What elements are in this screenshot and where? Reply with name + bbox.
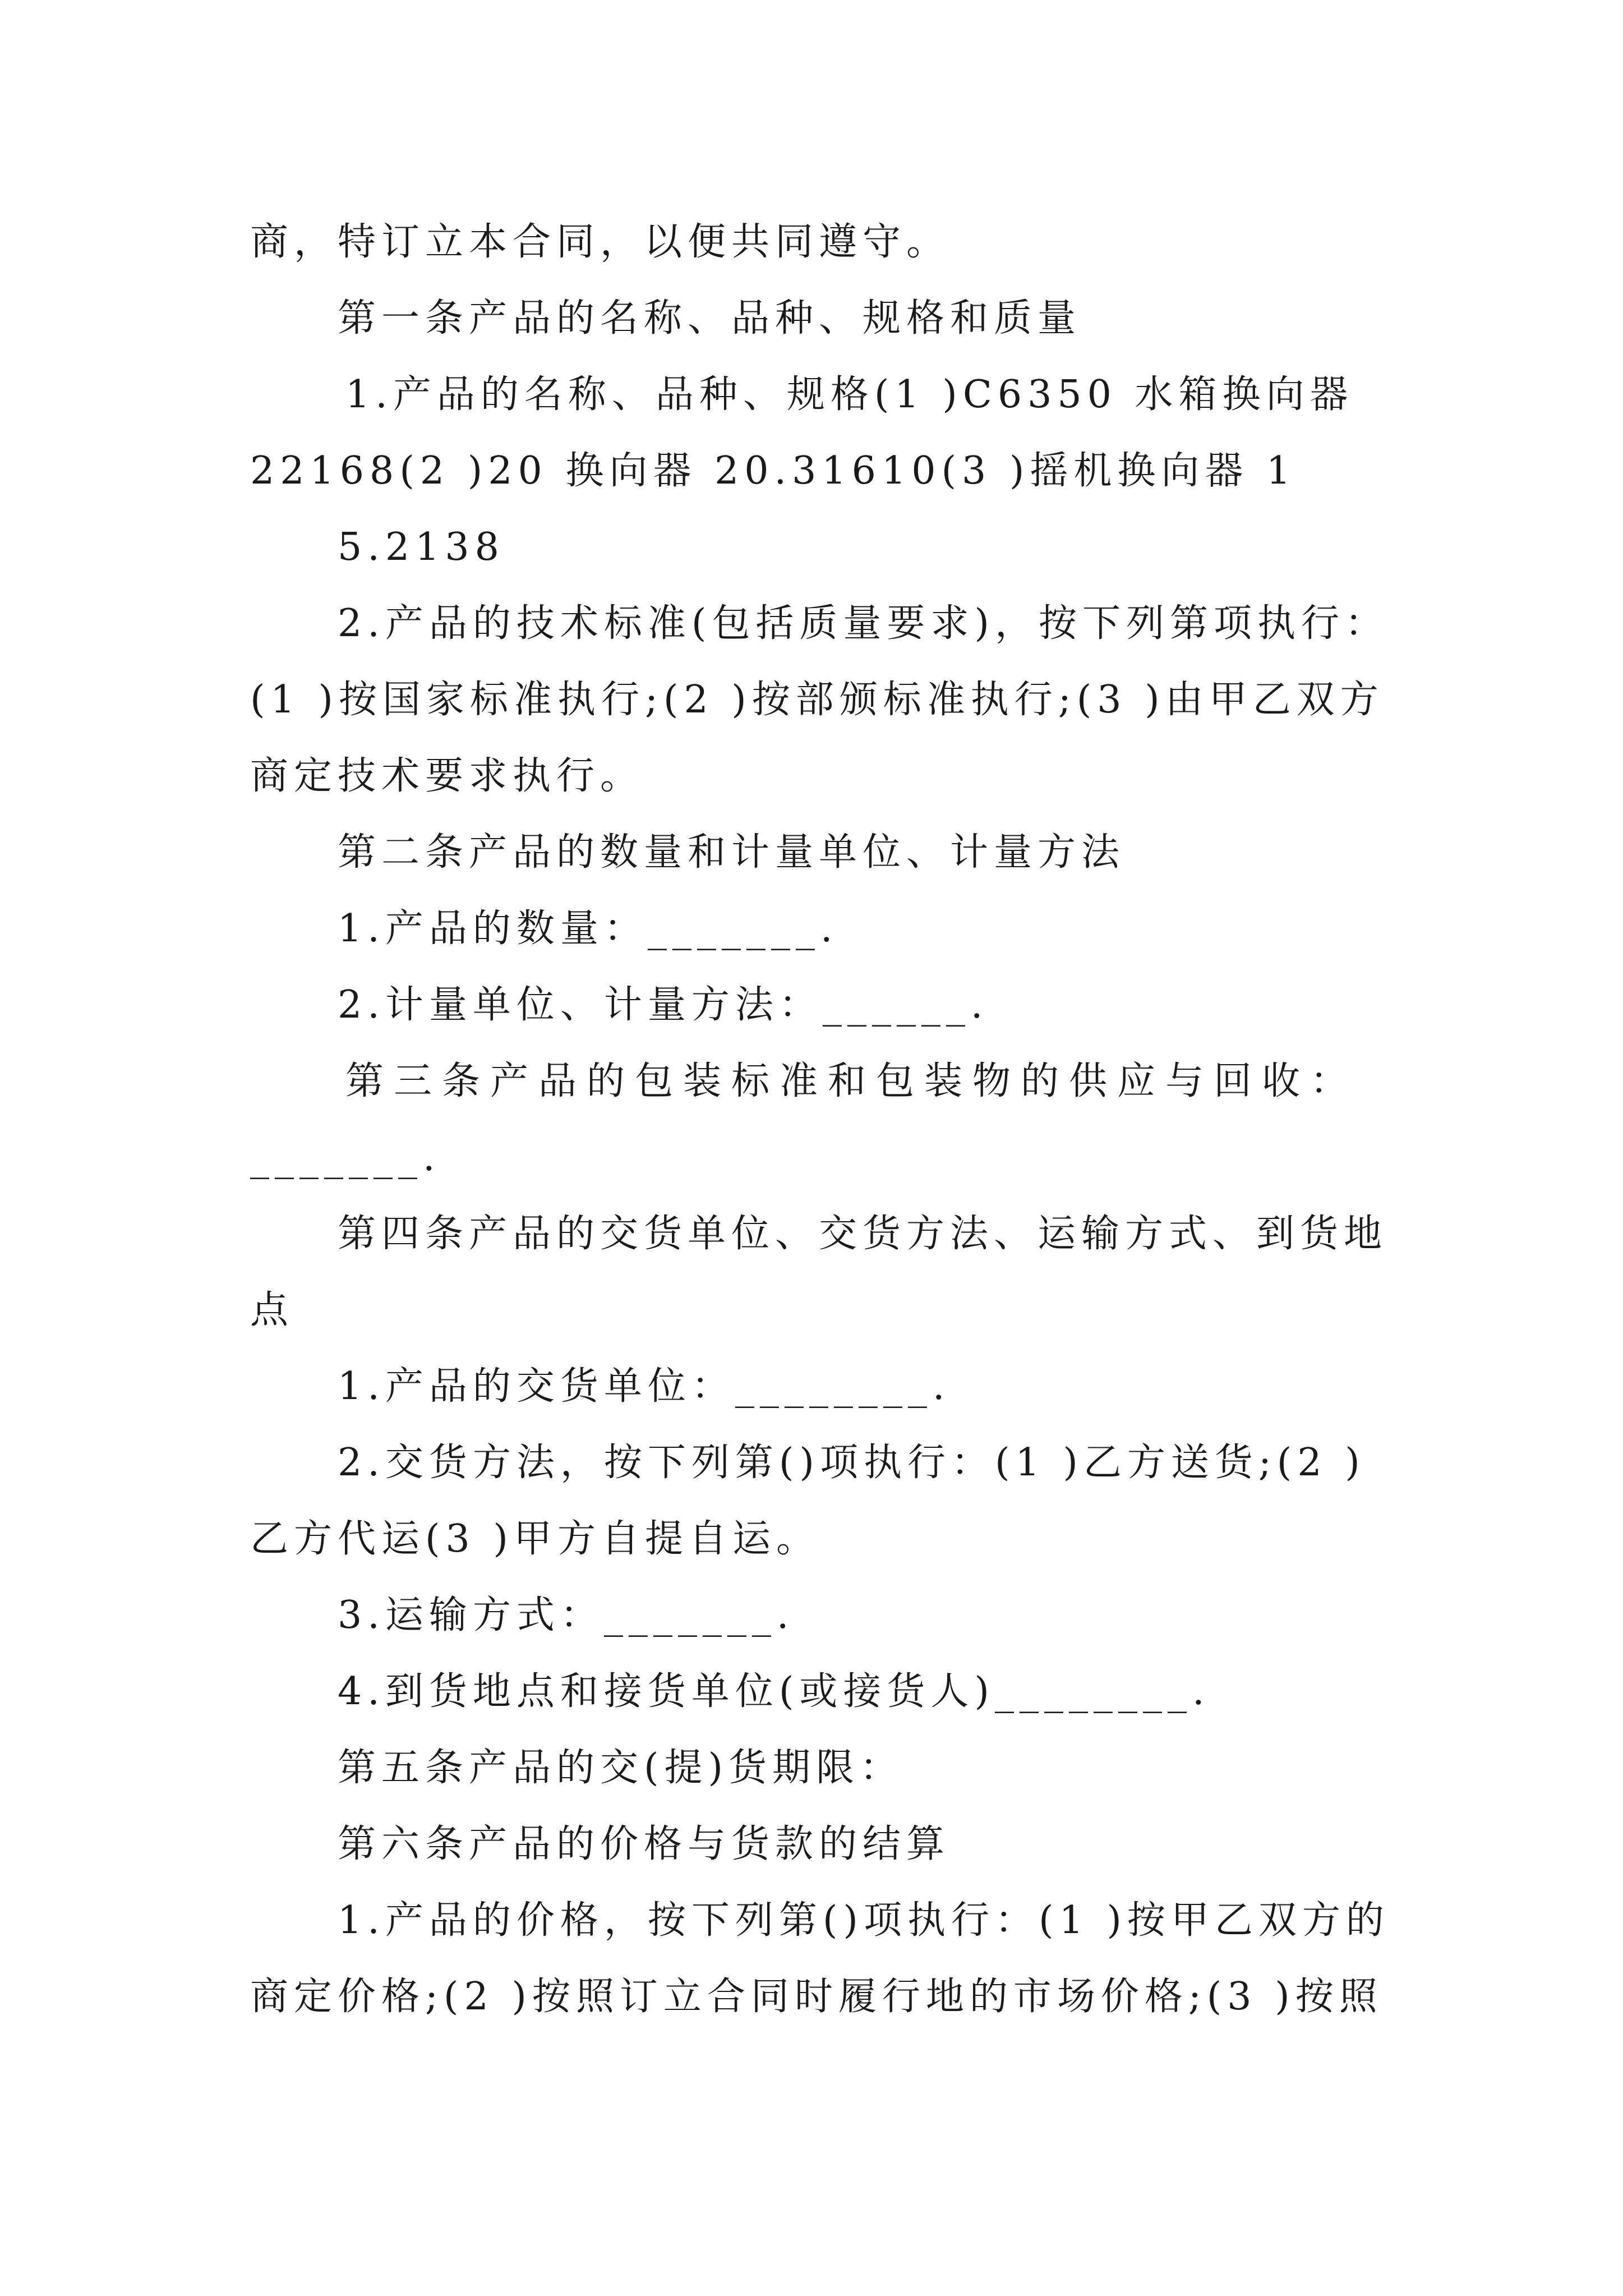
text-line-1: 商，特订立本合同，以便共同遵守。 (250, 220, 951, 264)
article-1-heading: 第一条产品的名称、品种、规格和质量 (338, 296, 1082, 341)
article-4-heading: 第四条产品的交货单位、交货方法、运输方式、到货地 (338, 1212, 1388, 1256)
article-5-heading: 第五条产品的交(提)货期限： (338, 1746, 904, 1790)
text-line-3: 1.产品的名称、品种、规格(1 )C6350 水箱换向器 (345, 372, 1354, 417)
article-2-heading: 第二条产品的数量和计量单位、计量方法 (338, 830, 1126, 875)
article-6-heading: 第六条产品的价格与货款的结算 (338, 1822, 951, 1866)
text-line-11: 2.计量单位、计量方法：______. (338, 983, 989, 1027)
article-3-heading: 第三条产品的包装标准和包装物的供应与回收： (345, 1059, 1359, 1103)
text-line-6: 2.产品的技术标准(包括质量要求)，按下列第项执行： (338, 601, 1389, 646)
text-line-13: _______. (250, 1135, 441, 1180)
text-line-8: 商定技术要求执行。 (250, 754, 644, 798)
text-line-20: 4.到货地点和接货单位(或接货人)________. (338, 1669, 1210, 1714)
text-line-10: 1.产品的数量：_______. (338, 907, 838, 951)
text-line-17: 2.交货方法，按下列第()项执行：(1 )乙方送货;(2 ) (338, 1441, 1366, 1485)
text-line-24: 商定价格;(2 )按照订立合同时履行地的市场价格;(3 )按照 (250, 1975, 1383, 2019)
text-line-15: 点 (250, 1288, 294, 1332)
text-line-23: 1.产品的价格，按下列第()项执行：(1 )按甲乙双方的 (338, 1898, 1390, 1943)
text-line-19: 3.运输方式：_______. (338, 1593, 795, 1637)
text-line-5: 5.2138 (338, 525, 505, 569)
text-line-7: (1 )按国家标准执行;(2 )按部颁标准执行;(3 )由甲乙双方 (250, 678, 1384, 722)
text-line-18: 乙方代运(3 )甲方自提自运。 (250, 1517, 820, 1561)
text-line-16: 1.产品的交货单位：________. (338, 1364, 951, 1409)
text-line-4: 22168(2 )20 换向器 20.31610(3 )摇机换向器 1 (250, 449, 1297, 493)
